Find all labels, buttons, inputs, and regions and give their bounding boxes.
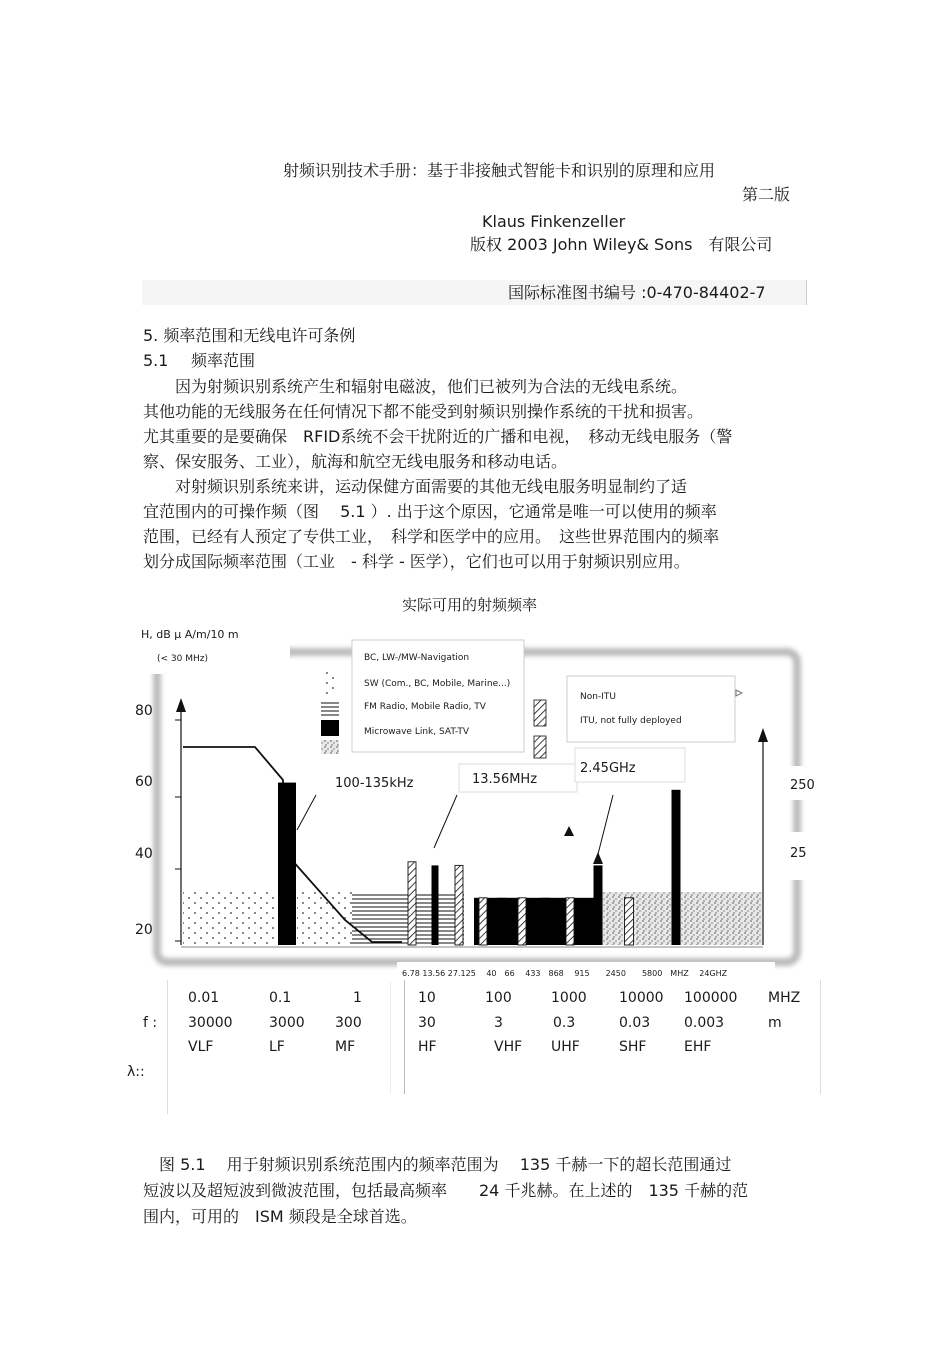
y-tick-40: 40 — [135, 846, 153, 862]
wavelength-cell: 0.03 — [619, 1015, 651, 1031]
ism-band-bar — [625, 898, 634, 945]
band-cell: SHF — [619, 1039, 647, 1055]
ism-band-bar — [432, 865, 439, 945]
ism-band-bar — [498, 898, 507, 945]
legend-item-microwave: Microwave Link, SAT-TV — [364, 727, 470, 737]
y-axis-label: H, dB μ A/m/10 m — [141, 628, 239, 641]
freq-cell: 0.1 — [269, 990, 292, 1006]
ism-band-bar — [455, 865, 463, 945]
ism-band-bar — [518, 898, 526, 945]
freq-cell: 1 — [353, 990, 362, 1006]
wavelength-row-label: λ:: — [127, 1064, 145, 1080]
y-axis-label-note: (< 30 MHz) — [157, 654, 208, 664]
ism-band-bar — [479, 898, 487, 945]
book-title: 射频识别技术手册：基于非接触式智能卡和识别的原理和应用 — [283, 161, 716, 180]
paragraph-line: 尤其重要的是要确保 RFID系统不会干扰附近的广播和电视， 移动无线电服务（警 — [143, 427, 733, 446]
right-tick-250: 250 — [790, 778, 815, 793]
isbn-line: 国际标准图书编号 :0-470-84402-7 — [508, 283, 766, 302]
paragraph-line: 因为射频识别系统产生和辐射电磁波，他们已被列为合法的无线电系统。 — [143, 377, 688, 396]
copyright-line: 版权 2003 John Wiley& Sons 有限公司 — [470, 235, 773, 254]
ism-band-bar — [672, 790, 681, 945]
freq-cell: 100000 — [684, 990, 738, 1006]
annotation-13-56mhz: 13.56MHz — [472, 772, 538, 787]
band-cell: EHF — [684, 1039, 712, 1055]
wavelength-cell: 30 — [418, 1015, 436, 1031]
y-tick-60: 60 — [135, 774, 153, 790]
paragraph-line: 划分成国际频率范围（工业 - 科学 - 医学），它们也可以用于射频识别应用。 — [143, 552, 690, 571]
freq-cell: 1000 — [551, 990, 587, 1006]
annotation-125khz: 100-135kHz — [335, 776, 414, 791]
frequency-row-label: f : — [143, 1015, 158, 1031]
band-cell: VLF — [188, 1039, 214, 1055]
paragraph-2 — [143, 474, 808, 574]
caption-line: 短波以及超短波到微波范围，包括最高频率 24 千兆赫。在上述的 135 千赫的范 — [143, 1181, 749, 1200]
lw-mw-navigation-region — [183, 892, 276, 945]
wavelength-cell: 30000 — [188, 1015, 233, 1031]
band-cell: HF — [418, 1039, 437, 1055]
ism-band-bar — [541, 898, 550, 945]
legend-item-fm: FM Radio, Mobile Radio, TV — [364, 702, 486, 712]
caption-line: 围内，可用的 ISM 频段是全球首选。 — [143, 1207, 417, 1226]
ism-band-bar — [408, 862, 416, 945]
chapter-heading: 5. 频率范围和无线电许可条例 — [143, 326, 356, 345]
band-cell: UHF — [551, 1039, 580, 1055]
paragraph-line: 宜范围内的可操作频（图 5.1 ）. 出于这个原因，它通常是唯一可以使用的频率 — [143, 502, 717, 521]
edition-label: 第二版 — [742, 185, 791, 204]
ism-band-bar — [594, 865, 603, 945]
annotation-2-45ghz: 2.45GHz — [580, 761, 636, 776]
wavelength-cell: m — [768, 1015, 782, 1031]
legend-item-sw: SW (Com., BC, Mobile, Marine...) — [364, 679, 511, 689]
legend-item-non-itu: Non-ITU — [580, 692, 616, 702]
freq-cell: 10000 — [619, 990, 664, 1006]
figure-caption — [143, 1152, 808, 1230]
author-name: Klaus Finkenzeller — [482, 212, 626, 231]
freq-cell: 0.01 — [188, 990, 220, 1006]
freq-cell: 100 — [485, 990, 512, 1006]
figure-title: 实际可用的射频频率 — [402, 596, 538, 614]
wavelength-cell: 3 — [494, 1015, 503, 1031]
wavelength-cell: 300 — [335, 1015, 362, 1031]
legend-item-bc: BC, LW-/MW-Navigation — [364, 653, 470, 663]
sub-heading-number: 5.1 — [143, 351, 169, 370]
freq-cell: MHZ — [768, 990, 801, 1006]
band-cell: VHF — [494, 1039, 523, 1055]
y-tick-20: 20 — [135, 922, 153, 938]
paragraph-line: 其他功能的无线服务在任何情况下都不能受到射频识别操作系统的干扰和损害。 — [143, 402, 704, 421]
y-tick-80: 80 — [135, 703, 153, 719]
freq-cell: 10 — [418, 990, 436, 1006]
ism-band-bar — [566, 898, 574, 945]
right-tick-25: 25 — [790, 846, 807, 861]
band-cell: MF — [335, 1039, 356, 1055]
paragraph-line: 察、保安服务、工业），航海和航空无线电服务和移动电话。 — [143, 452, 568, 471]
paragraph-line: 对射频识别系统来讲，运动保健方面需要的其他无线电服务明显制约了适 — [143, 477, 688, 496]
band-cell: LF — [269, 1039, 285, 1055]
legend-item-itu-partial: ITU, not fully deployed — [580, 716, 682, 726]
wavelength-cell: 0.3 — [553, 1015, 576, 1031]
wavelength-cell: 3000 — [269, 1015, 305, 1031]
frequency-chart-figure — [0, 590, 950, 1120]
wavelength-cell: 0.003 — [684, 1015, 725, 1031]
paragraph-line: 范围，已经有人预定了专供工业， 科学和医学中的应用。 这些世界范围内的频率 — [143, 527, 720, 546]
paragraph-1 — [143, 374, 808, 474]
ism-band-labels: 6.78 13.56 27.125 40 66 433 868 915 2450 5800 MHZ 24GHZ — [402, 969, 728, 978]
caption-line: 图 5.1 用于射频识别系统范围内的频率范围为 135 千赫一下的超长范围通过 — [143, 1155, 732, 1174]
uhf-block-bar — [474, 898, 596, 945]
sub-heading-text: 频率范围 — [191, 351, 256, 370]
ism-band-bar — [278, 783, 296, 945]
